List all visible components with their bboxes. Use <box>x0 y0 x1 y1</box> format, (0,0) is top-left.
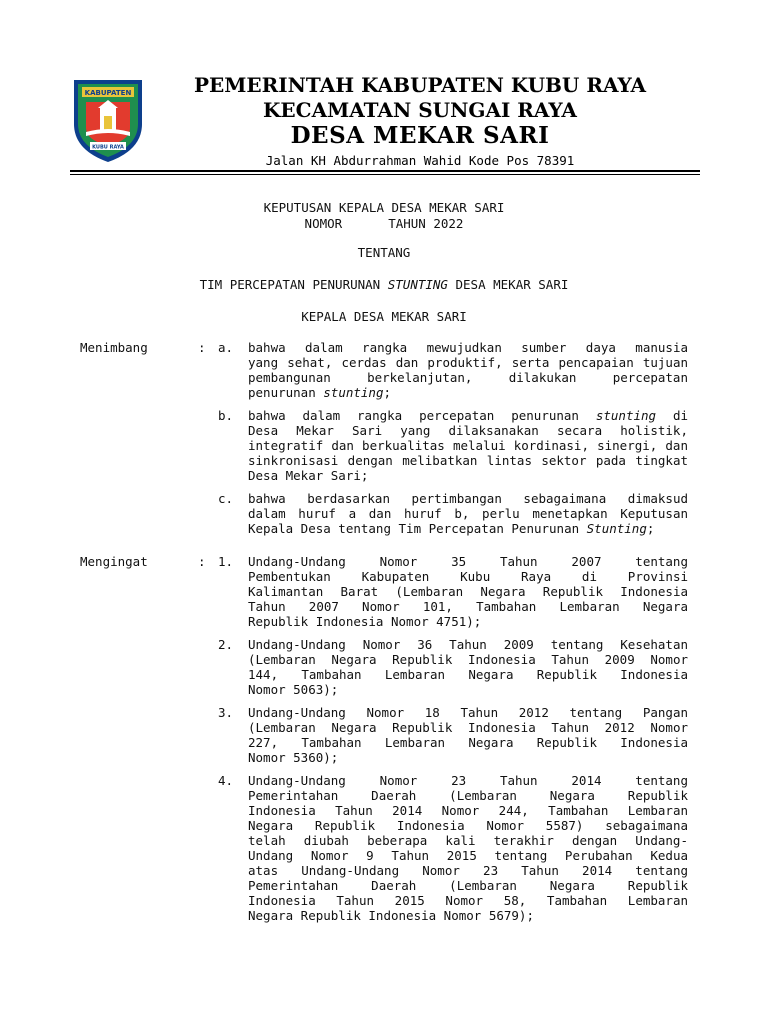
text-line: bahwa berdasarkan pertimbangan sebagaimana dimaksud <box>248 491 688 506</box>
text-line: Kalimantan Barat (Lembaran Negara Republik Indonesia <box>248 584 688 599</box>
text-line: Nomor 5063); <box>248 682 339 697</box>
text-line: Pembentukan Kabupaten Kubu Raya di Provinsi <box>248 569 688 584</box>
text-line: (Lembaran Negara Republik Indonesia Tahun 2009 Nomor <box>248 652 688 667</box>
text-line: Undang-Undang Nomor 35 Tahun 2007 tentang <box>248 554 688 569</box>
decree-subject-italic: STUNTING <box>387 277 448 292</box>
letterhead-village: DESA MEKAR SARI <box>290 122 550 149</box>
text-line: (Lembaran Negara Republik Indonesia Tahun 2012 Nomor <box>248 720 688 735</box>
text-line: penurunan stunting; <box>248 385 392 400</box>
letterhead-text <box>140 72 700 170</box>
text-line: Tahun 2007 Nomor 101, Tambahan Lembaran Negara <box>248 599 688 614</box>
text-line: Negara Republik Indonesia Nomor 5679); <box>248 908 534 923</box>
text-line: 227, Tambahan Lembaran Negara Republik Indonesia <box>248 735 688 750</box>
text-line: atas Undang-Undang Nomor 23 Tahun 2014 tentang <box>248 863 688 878</box>
text-line: yang sehat, cerdas dan produktif, serta pencapaian tujuan <box>248 355 688 370</box>
letterhead <box>70 72 700 168</box>
text-line: bahwa dalam rangka percepatan penurunan stunting di <box>248 408 689 423</box>
text-line: Pemerintahan Daerah (Lembaran Negara Republik <box>248 788 688 803</box>
item-mark: 1. <box>218 554 234 569</box>
item-mark: c. <box>218 491 234 506</box>
letterhead-divider <box>70 170 700 172</box>
decree-nomor-label: NOMOR <box>304 216 343 231</box>
text-line: bahwa dalam rangka mewujudkan sumber daya manusia <box>248 340 688 355</box>
letterhead-divider-thin <box>70 174 700 175</box>
decree-subject-post: DESA MEKAR SARI <box>447 277 569 292</box>
decree-subject-pre: TIM PERCEPATAN PENURUNAN <box>199 277 388 292</box>
text-line: Republik Indonesia Nomor 4751); <box>248 614 482 629</box>
text-line: telah diubah beberapa kali terakhir dengan Undang- <box>248 833 688 848</box>
text-line: Undang-Undang Nomor 18 Tahun 2012 tentang Pangan <box>248 705 688 720</box>
text-line: integratif dan berkualitas melalui kordinasi, sinergi, dan <box>248 438 688 453</box>
decree-number-line <box>0 216 768 231</box>
decree-year: TAHUN 2022 <box>388 216 464 231</box>
text-line: Undang-Undang Nomor 23 Tahun 2014 tentang <box>248 773 688 788</box>
text-line: Indonesia Tahun 2015 Nomor 58, Tambahan Lembaran <box>248 893 688 908</box>
text-line: sinkronisasi dengan melibatkan lintas sektor pada tingkat <box>248 453 688 468</box>
text-line: Desa Mekar Sari; <box>248 468 369 483</box>
item-text <box>248 491 688 536</box>
menimbang-label: Menimbang <box>80 340 148 355</box>
item-text <box>248 408 688 483</box>
item-mark: 3. <box>218 705 234 720</box>
text-line: 144, Tambahan Lembaran Negara Republik Indonesia <box>248 667 688 682</box>
item-mark: 4. <box>218 773 234 788</box>
decree-signer-title: KEPALA DESA MEKAR SARI <box>301 309 467 324</box>
tentang-label: TENTANG <box>357 245 411 260</box>
letterhead-regency: PEMERINTAH KABUPATEN KUBU RAYA <box>194 73 646 97</box>
text-line: Negara Republik Indonesia Nomor 5587) sebagaimana <box>248 818 688 833</box>
item-text <box>248 705 688 765</box>
item-mark: 2. <box>218 637 234 652</box>
menimbang-colon: : <box>198 340 206 355</box>
text-line: Undang-Undang Nomor 36 Tahun 2009 tentang Kesehatan <box>248 637 688 652</box>
item-text <box>248 554 688 629</box>
text-line: pembangunan berkelanjutan, dilakukan percepatan <box>248 370 688 385</box>
letterhead-district: KECAMATAN SUNGAI RAYA <box>263 98 577 122</box>
emblem-bottom-text: KUBU RAYA <box>92 144 124 151</box>
text-line: Nomor 5360); <box>248 750 339 765</box>
emblem-top-text: KABUPATEN <box>84 89 132 97</box>
kubu-raya-emblem-icon <box>70 76 146 164</box>
item-text <box>248 773 688 923</box>
letterhead-address: Jalan KH Abdurrahman Wahid Kode Pos 78391 <box>265 153 575 168</box>
item-mark: a. <box>218 340 234 355</box>
item-text <box>248 637 688 697</box>
decree-title: KEPUTUSAN KEPALA DESA MEKAR SARI <box>263 200 505 215</box>
text-line: Kepala Desa tentang Tim Percepatan Penurunan Stunting; <box>248 521 655 536</box>
text-line: Indonesia Tahun 2014 Nomor 244, Tambahan Lembaran <box>248 803 688 818</box>
text-line: dalam huruf a dan huruf b, perlu menetapkan Keputusan <box>248 506 688 521</box>
decree-subject <box>0 277 768 292</box>
mengingat-colon: : <box>198 554 206 569</box>
text-line: Undang Nomor 9 Tahun 2015 tentang Perubahan Kedua <box>248 848 688 863</box>
mengingat-label: Mengingat <box>80 554 148 569</box>
item-text <box>248 340 688 400</box>
text-line: Pemerintahan Daerah (Lembaran Negara Republik <box>248 878 688 893</box>
text-line: Desa Mekar Sari yang dilaksanakan secara holistik, <box>248 423 688 438</box>
item-mark: b. <box>218 408 234 423</box>
